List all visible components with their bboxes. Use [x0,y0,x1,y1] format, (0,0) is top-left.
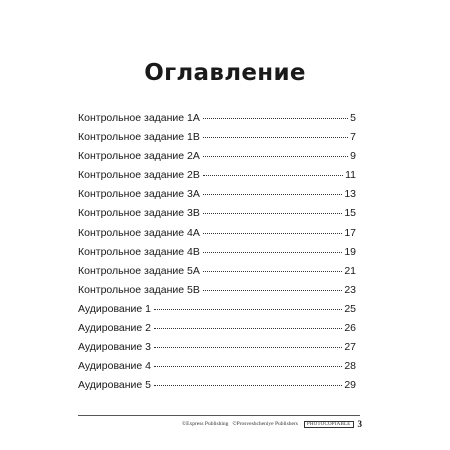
toc-entry [78,188,356,207]
toc-entry-label: Контрольное задание 4В [78,245,200,258]
toc-entry [78,303,356,322]
toc-dot-leader [154,309,342,310]
toc-entry-page-number: 11 [345,169,356,182]
toc-entry-page-number: 5 [350,112,356,124]
toc-entry-label: Контрольное задание 2В [78,169,200,182]
toc-entry [78,341,356,360]
toc-entry-label: Контрольное задание 3А [78,188,200,201]
toc-dot-leader [203,233,342,234]
toc-entry-label: Аудирование 4 [78,360,152,373]
toc-dot-leader [203,290,342,291]
toc-entry-label: Контрольное задание 1В [78,131,200,144]
toc-dot-leader [203,156,348,157]
toc-entry-page-number: 17 [344,226,356,239]
page-number: 3 [357,419,362,429]
toc-entry-page-number: 9 [350,150,356,163]
toc-entry [78,265,356,284]
footer-divider [78,415,360,416]
toc-entry-page-number: 21 [344,264,356,277]
toc-entry-page-number: 7 [350,131,356,144]
toc-entry-label: Аудирование 3 [78,341,152,354]
toc-entry-label: Аудирование 1 [78,302,152,315]
toc-entry-label: Контрольное задание 3В [78,207,200,220]
toc-dot-leader [154,328,342,329]
toc-entry-label: Контрольное задание 4А [78,226,200,239]
toc-entry [78,150,356,169]
toc-entry-label: Аудирование 2 [78,322,152,335]
toc-entry [78,360,356,379]
toc-entry-page-number: 25 [344,302,356,315]
toc-entry-label: Контрольное задание 5А [78,264,200,277]
toc-entry [78,131,356,150]
footer-copyright-prosveshcheniye: ©Prosveshcheniye Publishers [232,421,298,427]
toc-entry [78,322,356,341]
toc-entry-label: Контрольное задание 2А [78,150,200,163]
toc-entry-page-number: 13 [344,188,356,201]
toc-dot-leader [203,175,343,176]
toc-entry-label: Аудирование 5 [78,379,152,392]
photocopiable-badge: PHOTOCOPIABLE [304,421,354,428]
toc-dot-leader [203,271,342,272]
toc-dot-leader [203,252,342,253]
toc-entry [78,284,356,303]
toc-dot-leader [203,213,342,214]
toc-entry-page-number: 23 [344,283,356,296]
toc-entry-page-number: 15 [344,207,356,220]
toc-dot-leader [203,194,342,195]
toc-entry [78,227,356,246]
toc-dot-leader [154,385,342,386]
toc-entry [78,246,356,265]
toc-entry-page-number: 29 [344,379,356,392]
toc-entry [78,379,356,398]
toc-entry [78,207,356,226]
toc-entry-label: Контрольное задание 5В [78,283,200,296]
page-title: Оглавление [144,60,306,86]
toc-entry-page-number: 27 [344,341,356,354]
toc-entry [78,169,356,188]
toc-dot-leader [203,137,348,138]
toc-entry-page-number: 28 [344,360,356,373]
toc-entry-label: Контрольное задание 1А [78,112,200,124]
footer-copyright-express: ©Express Publishing [181,421,229,427]
page-footer [160,419,362,429]
table-of-contents [78,112,356,398]
toc-dot-leader [154,347,342,348]
toc-dot-leader [154,366,342,367]
toc-entry-page-number: 26 [344,322,356,335]
toc-entry-page-number: 19 [344,245,356,258]
toc-entry [78,112,356,131]
toc-dot-leader [203,118,348,119]
